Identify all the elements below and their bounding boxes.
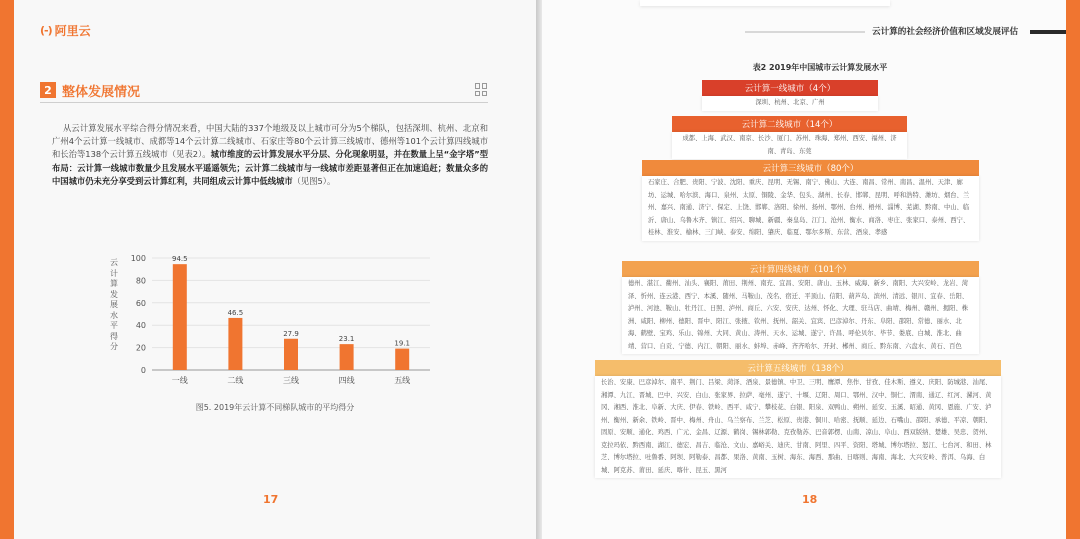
section-title: 整体发展情况: [62, 84, 141, 100]
tier-3: [642, 160, 979, 241]
aliyun-logo: [40, 22, 91, 39]
bar-chart-svg: [100, 248, 450, 398]
y-tick-label: 80: [135, 276, 146, 286]
tier-2-header: 云计算二线城市（14个）: [672, 116, 907, 132]
y-tick-label: 20: [135, 343, 146, 353]
section-divider: [40, 102, 488, 103]
y-tick-label: 40: [135, 321, 146, 331]
tier-1: [702, 80, 878, 111]
bar-value-label: 94.5: [172, 255, 188, 264]
aliyun-logo-text: 阿里云: [54, 24, 91, 38]
y-tick-label: 0: [140, 366, 146, 375]
bar-chart: [100, 248, 450, 398]
tier-4: [622, 261, 979, 354]
bar: [395, 349, 409, 370]
paragraph-tail-text: （见图5）。: [292, 175, 336, 186]
bar: [340, 344, 354, 370]
left-orange-edge: [0, 0, 14, 539]
tier-5: [595, 360, 1001, 478]
bar-value-label: 46.5: [227, 308, 244, 317]
paragraph-plain-text: 从云计算发展水平综合得分情况来看，中国大陆的337个地级及以上城市可分为5个梯队，包括深圳、杭州、北京和广州4个云计算一线城市、成都等14个云计算二线城市、石家庄等80个云计算三线城市、德州等101个云计算四线城市和长治等138个云计算五线城市（见表2）。: [52, 123, 488, 160]
grid-icon: [475, 83, 488, 96]
figure-caption: 图5. 2019年云计算不同梯队城市的平均得分: [195, 403, 355, 412]
tier-2: [672, 116, 907, 159]
x-tick-label: 四线: [338, 376, 355, 385]
x-tick-label: 五线: [394, 376, 411, 385]
x-tick-label: 三线: [283, 376, 299, 385]
running-head-bar: [1030, 30, 1066, 34]
x-tick-label: 一线: [171, 376, 188, 385]
running-head: 云计算的社会经济价值和区域发展评估: [872, 27, 1019, 37]
page-number-left: 17: [263, 493, 279, 506]
tier-3-cities: 石家庄、合肥、贵阳、宁波、沈阳、重庆、昆明、无锡、南宁、佛山、大连、南昌、常州、南昌、温州、天津、廊坊、运城、哈尔滨、海口、泉州、太原、铜陵、金华、包头、湖州、长春、邯郸、昆明、呼和浩特、潍坊、烟台、兰州、嘉兴、南通、济宁、保定、上饶、邯郸、洛阳、徐州、扬州、鄂州、台州、梧州、淄博、芜湖、黔南、中山、临沂、唐山、乌鲁木齐、镇江、绍兴、聊城、新疆、秦皇岛、江门、沧州、衡水、商洛、枣庄、张家口、泰州、西宁、桂林、淮安、榆林、三门峡、泰安、绵阳、肇庆、临夏、鄂尔多斯、东营、酒泉、孝感: [642, 176, 979, 241]
tier-1-cities: 深圳、杭州、北京、广州: [702, 96, 878, 111]
y-tick-label: 60: [135, 298, 146, 308]
tier-5-header: 云计算五线城市（138个）: [595, 360, 1001, 376]
y-tick-label: 100: [130, 254, 146, 263]
page-number-right: 18: [802, 493, 818, 506]
tier-1-header: 云计算一线城市（4个）: [702, 80, 878, 96]
tier-3-header: 云计算三线城市（80个）: [642, 160, 979, 176]
body-paragraph: [52, 122, 488, 188]
bar: [228, 318, 242, 370]
previous-content-strip: [640, 0, 890, 6]
bar-value-label: 23.1: [338, 335, 355, 344]
bar: [284, 339, 298, 370]
tier-4-header: 云计算四线城市（101个）: [622, 261, 979, 277]
section-heading: [40, 80, 488, 100]
paragraph-bold-text: 城市维度的云计算发展水平分层、分化现象明显，并在数量上呈“金字塔”型布局：云计算一线城市数量少且发展水平遥遥领先；云计算二线城市与一线城市差距显著但正在加速追赶；数量众多的中国城市仍未充分享受到云计算红利，共同组成云计算中低线城市: [52, 149, 488, 186]
bar-value-label: 19.1: [394, 339, 410, 348]
bar-value-label: 27.9: [283, 329, 299, 338]
tier-4-cities: 德州、湛江、衢州、汕头、襄阳、莆田、荆州、南充、宜昌、安阳、唐山、玉林、威海、新乡、南阳、大兴安岭、龙岩、菏泽、忻州、连云港、西宁、本溪、随州、马鞍山、茂名、宿迁、平顶山、信阳、葫芦岛、滨州、清远、银川、宜春、岳阳、泸州、河池、鞍山、牡丹江、日照、泸州、商丘、六安、安庆、达州、怀化、大理、驻马店、曲靖、梅州、赣州、揭阳、株洲、咸阳、柳州、德阳、晋中、阳江、张掖、钦州、抚州、韶关、宜宾、巴彦淖尔、丹东、阜阳、邵阳、常德、丽水、北海、鹤壁、宝鸡、乐山、锦州、大同、黄山、涛州、天水、运城、遂宁、许昌、呼伦贝尔、毕节、娄底、白城、淮北、曲靖、营口、自贡、宁德、内江、朝阳、丽水、蚌埠、赤峰、齐齐哈尔、开封、郴州、商丘、黔东南、六盘水、黄石、百色: [622, 277, 979, 354]
right-orange-edge: [1066, 0, 1080, 539]
chart-y-axis-label: 云计算发展水平得分: [110, 258, 118, 351]
section-number: 2: [40, 82, 56, 98]
aliyun-logo-icon: (-): [40, 24, 52, 37]
tier-5-cities: 长治、安康、巴彦淖尔、南平、荆门、吕梁、菏泽、酒泉、景德镇、中卫、三明、鹰潭、焦作、甘孜、佳木斯、遵义、庆阳、防城港、汕尾、湘潭、九江、晋城、巴中、兴安、白山、张家界、拉萨、亳州、遂宁、十堰、辽阳、周口、鄂州、汉中、铜仁、渭南、通辽、红河、漯河、黄冈、湘西、淮北、阜新、大庆、伊春、铁岭、西平、咸宁、攀枝花、白银、阳泉、双鸭山、朔州、延安、玉溪、昭通、黄冈、恩施、广安、泸州、衡州、新余、铁岭、晋中、梅州、舟山、乌兰察布、兰芝、松原、贵港、铜川、哈密、抚顺、延边、石嘴山、邵阳、承德、平凉、朝阳、固原、安顺、通化、鸡西、广元、金昌、辽源、鹤岗、锡林郭勒、克孜勒苏、巴音郭楞、山南、凉山、阜山、西双版纳、楚雄、吴忠、贺州、克拉玛依、黔西南、湖江、德宏、昌吉、临沧、文山、嘉峪关、迪庆、甘南、阿里、四平、资阳、塔城、博尔塔拉、怒江、七台河、和田、林芝、博尔塔拉、吐鲁番、阿坝、阿勒泰、昌都、果洛、黄南、玉树、海东、海西、那曲、日喀则、海南、海北、大兴安岭、普洱、乌海、白城、阿克苏、莆田、延庆、喀什、昆玉、黑河: [595, 376, 1001, 478]
table-title: 表2 2019年中国城市云计算发展水平: [752, 63, 888, 72]
x-tick-label: 二线: [227, 376, 244, 385]
bar: [173, 264, 187, 370]
running-head-rule: [745, 31, 865, 33]
tier-2-cities: 成都、上海、武汉、南京、长沙、厦门、苏州、珠海、郑州、西安、福州、济南、青岛、东莞: [672, 132, 907, 159]
